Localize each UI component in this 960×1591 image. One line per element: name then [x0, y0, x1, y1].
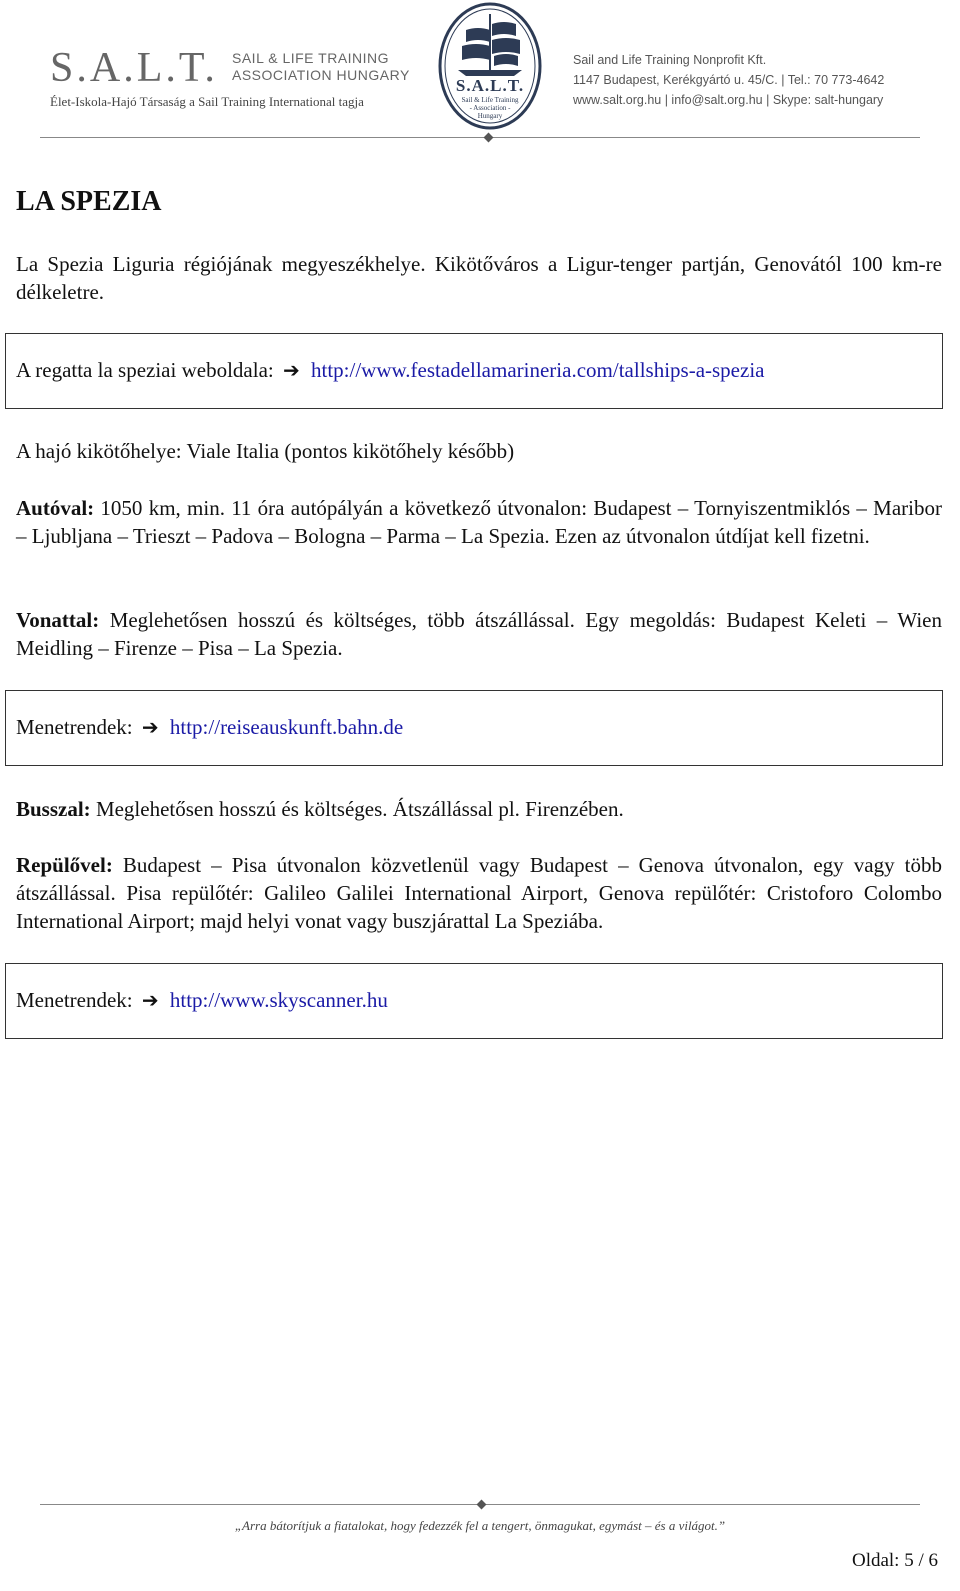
train-paragraph	[16, 606, 942, 662]
regatta-website-line	[16, 358, 764, 383]
arrow-right-icon: ➔	[141, 715, 159, 739]
plane-text: Budapest – Pisa útvonalon közvetlenül vagy Budapest – Genova útvonalon, egy vagy több átszállással. Pisa repülőtér: Galileo Galilei International Airport, Genova repülőtér: Cristoforo Colombo International Airport; majd helyi vonat vagy buszjárattal La Speziába.	[16, 853, 942, 933]
page-title: LA SPEZIA	[16, 186, 162, 217]
flight-timetable-line	[16, 988, 388, 1013]
train-label: Vonattal:	[16, 608, 100, 632]
flight-timetable-box	[5, 963, 943, 1039]
bus-text: Meglehetősen hosszú és költséges. Átszállással pl. Firenzében.	[90, 797, 624, 821]
logo-subtitle-1: Sail & Life Training	[461, 96, 519, 104]
contact-info	[573, 50, 884, 110]
bus-label: Busszal:	[16, 797, 91, 821]
arrow-right-icon: ➔	[141, 988, 159, 1012]
header-divider	[40, 137, 920, 138]
logo-title: S.A.L.T.	[455, 76, 525, 95]
logo-subtitle-3: Hungary	[477, 112, 503, 120]
intro-paragraph: La Spezia Liguria régiójának megyeszékhelye. Kikötőváros a Ligur-tenger partján, Genovától 100 km-re délkeletre.	[16, 252, 942, 304]
ship-logo	[436, 2, 544, 130]
plane-label: Repülővel:	[16, 853, 113, 877]
bus-paragraph	[16, 795, 942, 823]
brand-tagline: Élet-Iskola-Hajó Társaság a Sail Training International tagja	[50, 94, 364, 109]
berth-paragraph: A hajó kikötőhelye: Viale Italia (pontos kikötőhely később)	[16, 439, 515, 463]
plane-paragraph	[16, 851, 942, 935]
footer-motto: „Arra bátorítjuk a fiatalokat, hogy fedezzék fel a tengert, önmagukat, egymást – és a világot.”	[234, 1518, 726, 1533]
brand-abbreviation: S.A.L.T.	[50, 45, 218, 91]
train-timetable-label: Menetrendek:	[16, 715, 133, 739]
car-text: 1050 km, min. 11 óra autópályán a következő útvonalon: Budapest – Tornyiszentmiklós – Maribor – Ljubljana – Trieszt – Padova – Bologna – Parma – La Spezia. Ezen az útvonalon útdíjat kell fizetni.	[16, 496, 942, 548]
brand-name	[232, 50, 410, 84]
diamond-ornament-icon	[477, 1500, 487, 1510]
regatta-website-link[interactable]: http://www.festadellamarineria.com/tallships-a-spezia	[311, 358, 765, 382]
regatta-website-box	[5, 333, 943, 409]
train-text: Meglehetősen hosszú és költséges, több átszállással. Egy megoldás: Budapest Keleti – Wien Meidling – Firenze – Pisa – La Spezia.	[16, 608, 942, 660]
regatta-website-label: A regatta la speziai weboldala:	[16, 358, 274, 382]
train-timetable-box	[5, 690, 943, 766]
car-label: Autóval:	[16, 496, 95, 520]
logo-caption	[436, 76, 544, 120]
page-number: Oldal: 5 / 6	[851, 1550, 938, 1571]
arrow-right-icon: ➔	[282, 358, 300, 382]
train-timetable-link[interactable]: http://reiseauskunft.bahn.de	[169, 715, 404, 739]
car-paragraph	[16, 494, 942, 550]
contact-company: Sail and Life Training Nonprofit Kft.	[573, 53, 767, 67]
letterhead	[0, 0, 960, 150]
logo-subtitle-2: - Association -	[469, 104, 511, 112]
flight-timetable-label: Menetrendek:	[16, 988, 133, 1012]
contact-address: 1147 Budapest, Kerékgyártó u. 45/C. | Tel.: 70 773-4642	[573, 73, 885, 87]
diamond-ornament-icon	[484, 133, 494, 143]
brand-name-line1: SAIL & LIFE TRAINING	[232, 50, 390, 66]
contact-web-email: www.salt.org.hu | info@salt.org.hu | Skype: salt-hungary	[573, 93, 884, 107]
brand-name-line2: ASSOCIATION HUNGARY	[232, 67, 410, 83]
train-timetable-line	[16, 715, 403, 740]
flight-timetable-link[interactable]: http://www.skyscanner.hu	[169, 988, 388, 1012]
